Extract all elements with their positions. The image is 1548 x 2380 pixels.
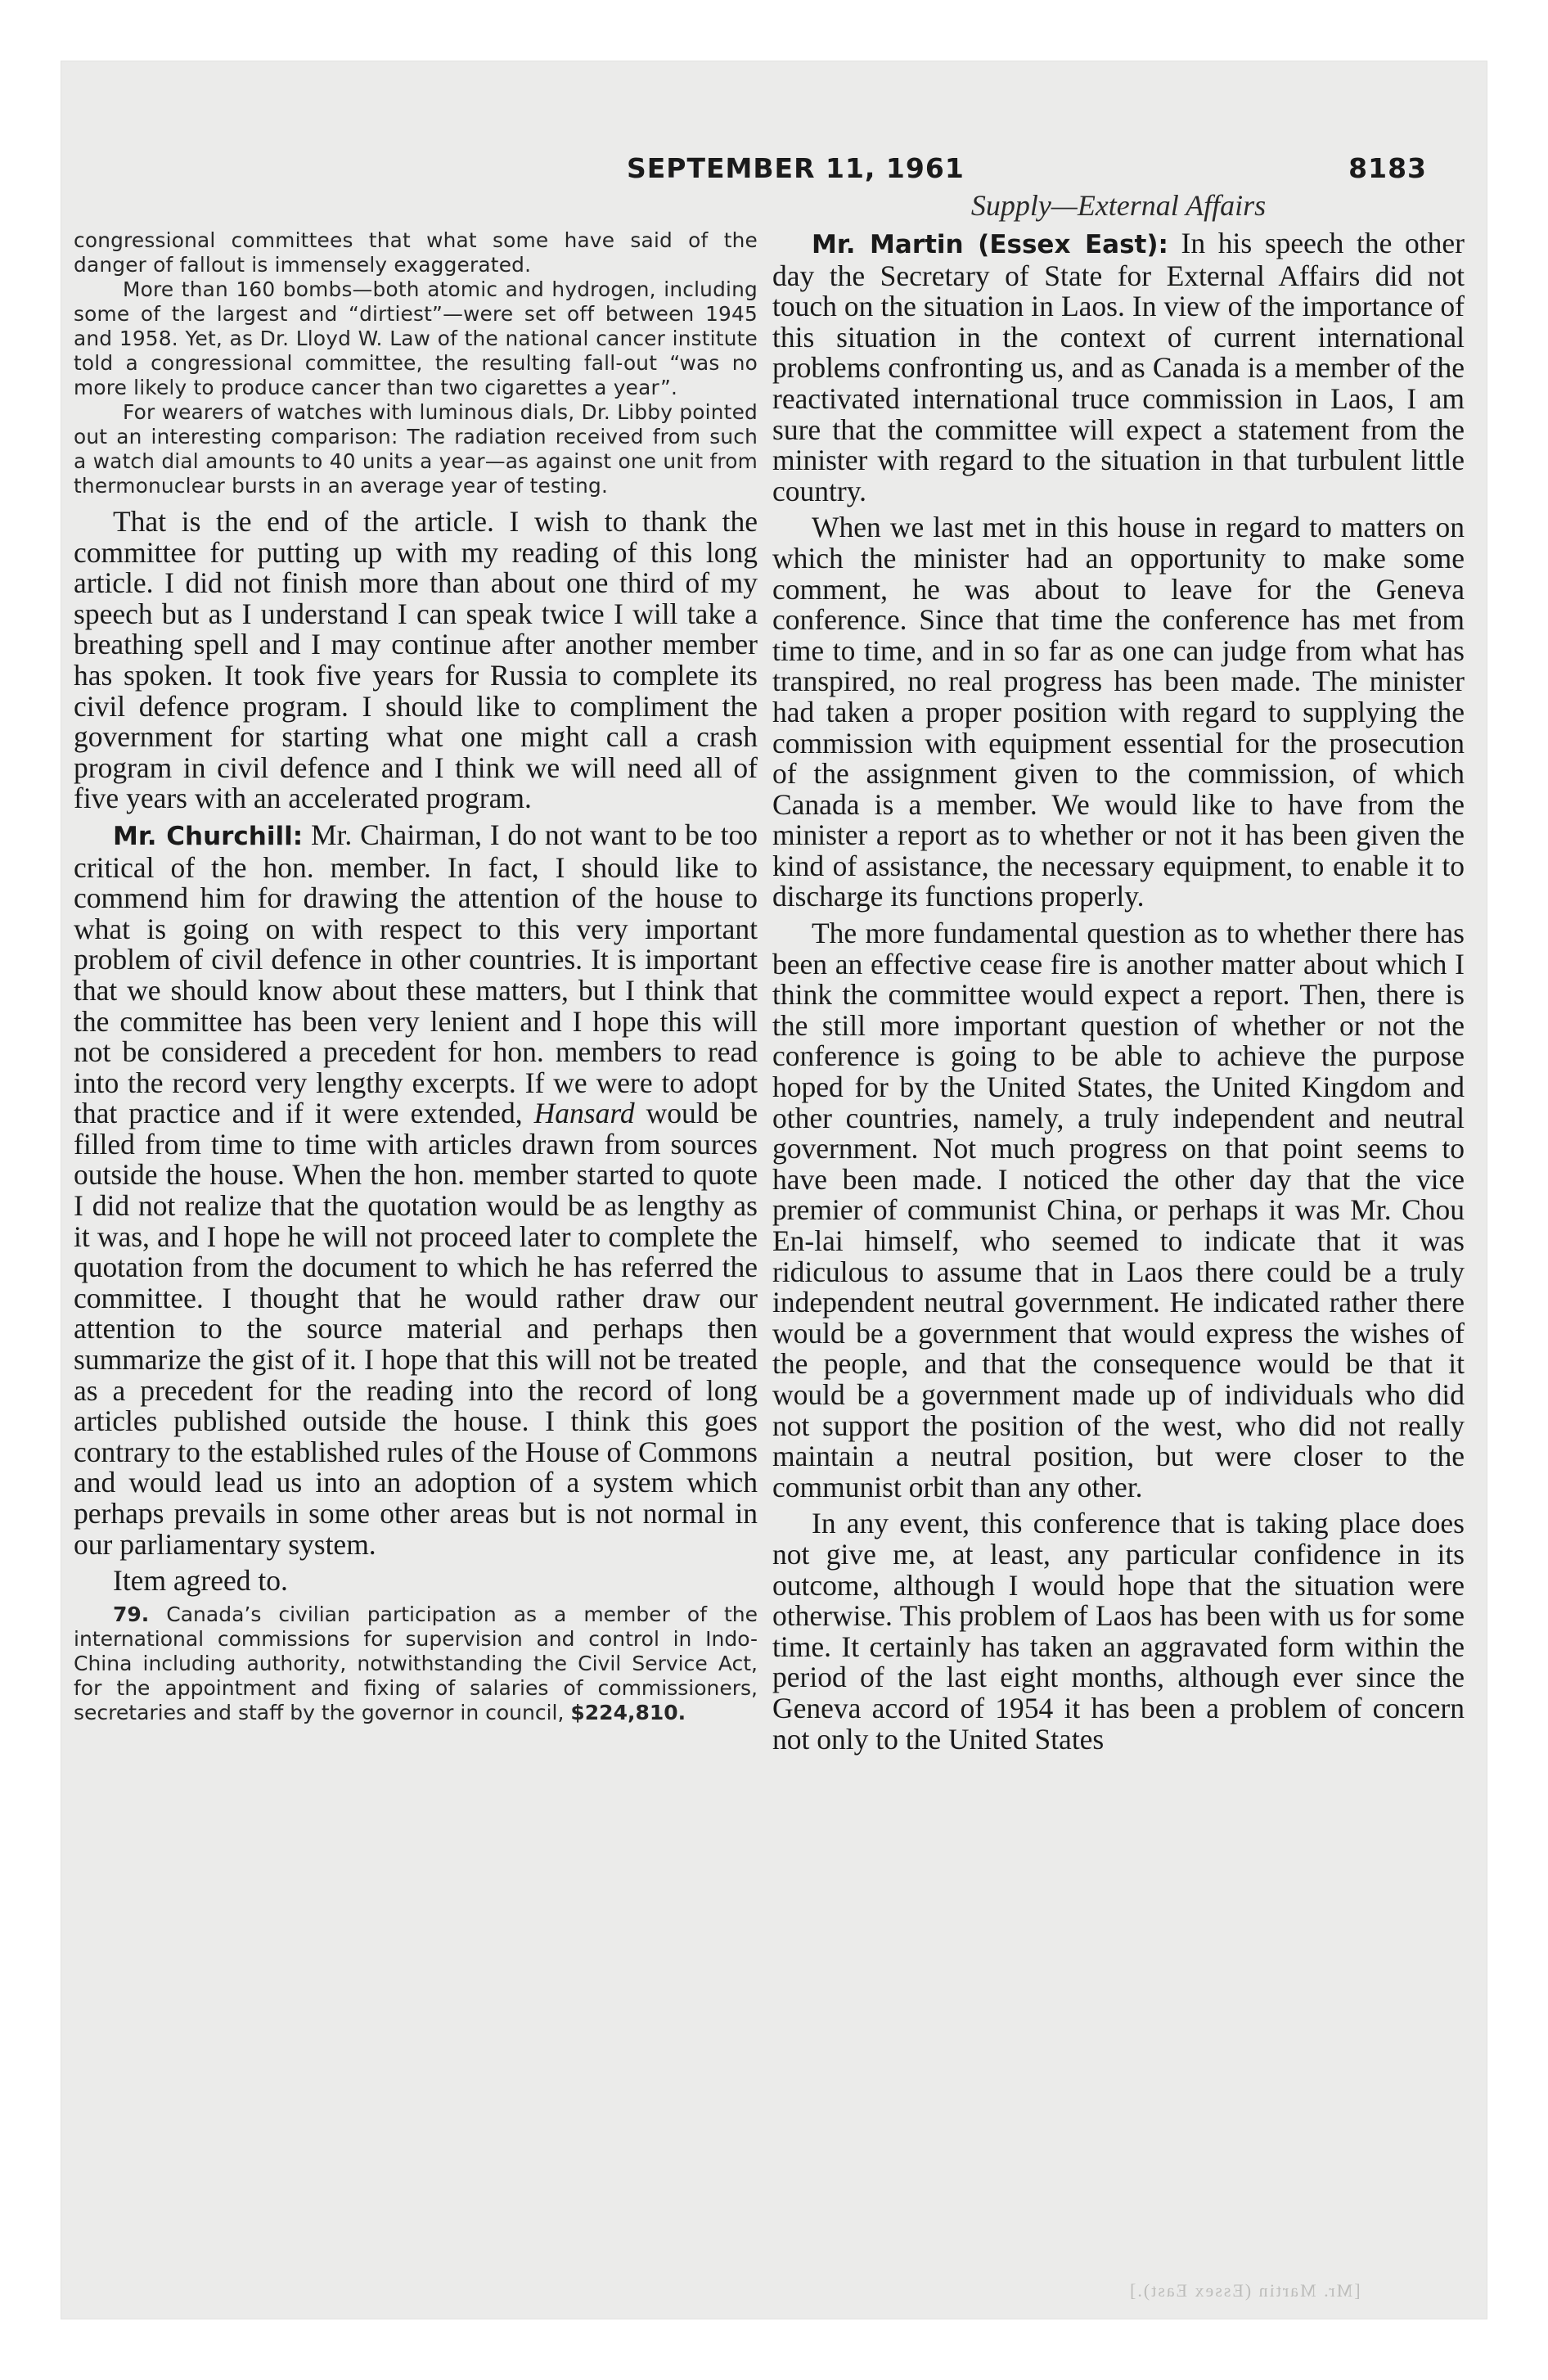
speaker-name: Mr. Martin (Essex East):	[812, 230, 1168, 259]
speech-text: Mr. Chairman, I do not want to be too critical of the hon. member. In fact, I should like to commend him for drawing the attention of the house to what is going on with respect to this very important problem of civil defence in other countries. It is important that we should know about these matters, but I think that the committee has been very lenient and I hope this will not be considered a precedent for hon. members to read into the record very lengthy excerpts. If we were to adopt that practice and if it were extended,	[74, 818, 758, 1130]
section-subheading: Supply—External Affairs	[970, 189, 1267, 222]
speech-paragraph: The more fundamental question as to whether there has been an effective cease fire is another matter about which I think the committee would expect a report. Then, there is the still more important question of whether or not the conference is going to be able to achieve the purpose hoped for by the United States, the United Kingdom and other countries, namely, a truly independent and neutral government. Not much progress on that point seems to have been made. I noticed the other day that the vice premier of communist China, or perhaps it was Mr. Chou En-lai himself, who seemed to indicate that it was ridiculous to assume that in Laos there could be a truly independent neutral government. He indicated rather there would be a government that would express the wishes of the people, and that the consequence would be that it would be a government made up of individuals who did not support the position of the west, who did not really maintain a neutral position, but were closer to the communist orbit than any other.	[772, 917, 1465, 1503]
speaker-name: Mr. Churchill:	[113, 821, 304, 851]
publication-title: Hansard	[533, 1097, 635, 1130]
speech-text: In his speech the other day the Secretary of State for External Affairs did not touch on the situation in Laos. In view of the importance of this situation in the context of current international problems confronting us, and as Canada is a member of the reactivated international truce commission in Laos, I am sure that the committee will expect a statement from the minister with regard to the situation in that turbulent little country.	[772, 227, 1465, 507]
excerpt-paragraph: For wearers of watches with luminous dials, Dr. Libby pointed out an interesting comparison: The radiation received from such a watch dial amounts to 40 units a year—as against one unit from thermonuclear bursts in an average year of testing.	[74, 400, 758, 498]
item-number: 79.	[113, 1602, 150, 1626]
item-79	[74, 1602, 758, 1725]
speech-paragraph: When we last met in this house in regard to matters on which the minister had an opportunity to make some comment, he was about to leave for the Geneva conference. Since that time the conference has met from time to time, and in so far as one can judge from what has transpired, no real progress has been made. The minister had taken a proper position with regard to supplying the commission with equipment essential for the prosecution of the assignment given to the commission, of which Canada is a member. We would like to have from the minister a report as to whether or not it has been given the kind of assistance, the necessary equipment, to enable it to discharge its functions properly.	[772, 511, 1465, 913]
item-text: Canada’s civilian participation as a member of the international commissions for supervision and control in Indo-China including authority, notwithstanding the Civil Service Act, for the appointment and fixing of salaries of commissioners, secretaries and staff by the governor in council,	[74, 1602, 758, 1724]
speech-text: would be filled from time to time with articles drawn from sources outside the house. When the hon. member started to quote I did not realize that the quotation would be as lengthy as it was, and I hope he will not proceed later to complete the quotation from the document to which he has referred the committee. I thought that he would rather draw our attention to the source material and perhaps then summarize the gist of it. I hope that this will not be treated as a precedent for the reading into the record of long articles published outside the house. I think this goes contrary to the established rules of the House of Commons and would lead us into an adoption of a system which perhaps prevails in some other areas but is not normal in our parliamentary system.	[74, 1097, 758, 1561]
excerpt-paragraph: More than 160 bombs—both atomic and hydrogen, including some of the largest and “dirtiest”—were set off between 1945 and 1958. Yet, as Dr. Lloyd W. Law of the national cancer institute told a congressional committee, the resulting fall-out “was no more likely to produce cancer than two cigarettes a year”.	[74, 277, 758, 399]
right-column	[772, 228, 1465, 1760]
martin-speech	[772, 228, 1465, 507]
header-date: SEPTEMBER 11, 1961	[627, 152, 965, 184]
show-through-text: [Mr. Martin (Essex East).]	[1128, 2280, 1361, 2301]
page-number: 8183	[1348, 152, 1427, 184]
quoted-excerpt	[74, 228, 758, 498]
item-amount: $224,810.	[570, 1700, 686, 1724]
document-page	[61, 61, 1487, 2319]
excerpt-paragraph: congressional committees that what some have said of the danger of fallout is immensely exaggerated.	[74, 228, 758, 277]
item-agreed: Item agreed to.	[113, 1564, 288, 1598]
churchill-speech	[74, 820, 758, 1560]
left-column	[61, 228, 758, 1731]
speech-paragraph: That is the end of the article. I wish to thank the committee for putting up with my reading of this long article. I did not finish more than about one third of my speech but as I understand I can speak twice I will take a breathing spell and I may continue after another member has spoken. It took five years for Russia to complete its civil defence program. I should like to compliment the government for starting what one might call a crash program in civil defence and I think we will need all of five years with an accelerated program.	[74, 505, 758, 815]
speech-paragraph: In any event, this conference that is taking place does not give me, at least, any particular confidence in its outcome, although I would hope that the situation were otherwise. This problem of Laos has been with us for some time. It certainly has taken an aggravated form within the period of the last eight months, although ever since the Geneva accord of 1954 it has been a problem of concern not only to the United States	[772, 1507, 1465, 1756]
